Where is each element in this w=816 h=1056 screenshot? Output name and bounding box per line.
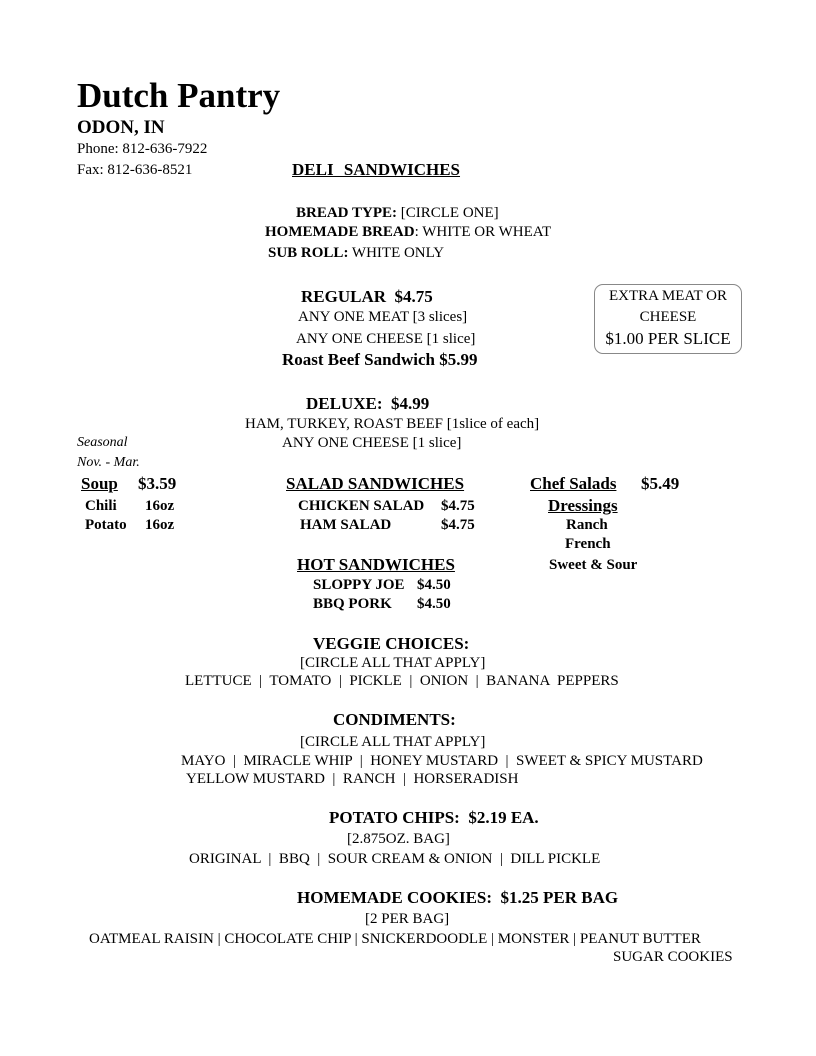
- deluxe-meats: HAM, TURKEY, ROAST BEEF [1slice of each]: [245, 416, 540, 432]
- soup-item-name: Chili: [85, 498, 117, 514]
- salad-item: [300, 517, 475, 534]
- regular-meat: ANY ONE MEAT [3 slices]: [298, 309, 468, 325]
- cookies-options-line1: OATMEAL RAISIN | CHOCOLATE CHIP | SNICKERDOODLE | MONSTER | PEANUT BUTTER: [89, 931, 701, 947]
- salad-sandwiches-heading: SALAD SANDWICHES: [286, 474, 465, 493]
- soup-item-size: 16oz: [145, 498, 175, 514]
- homemade-bread-value: : WHITE OR WHEAT: [414, 224, 552, 240]
- soup-item: [85, 517, 174, 534]
- homemade-bread-line: [265, 224, 551, 241]
- deluxe-cheese: ANY ONE CHEESE [1 slice]: [282, 435, 462, 451]
- restaurant-title: Dutch Pantry: [77, 76, 281, 115]
- dressing-item: French: [565, 536, 611, 552]
- cookies-note: [2 PER BAG]: [365, 911, 450, 927]
- bread-type-line: [296, 205, 499, 222]
- restaurant-location: ODON, IN: [77, 117, 165, 138]
- salad-item-price: $4.75: [441, 517, 475, 533]
- veggie-heading: VEGGIE CHOICES:: [313, 634, 470, 653]
- sub-roll-value: WHITE ONLY: [348, 245, 445, 261]
- condiments-note: [CIRCLE ALL THAT APPLY]: [300, 734, 486, 750]
- soup-heading: Soup: [81, 474, 118, 493]
- seasonal-label: Seasonal: [77, 435, 128, 450]
- dressing-item: Sweet & Sour: [549, 557, 638, 573]
- regular-cheese: ANY ONE CHEESE [1 slice]: [296, 331, 476, 347]
- hot-item-name: SLOPPY JOE: [313, 577, 405, 593]
- regular-heading: REGULAR $4.75: [301, 287, 433, 306]
- extra-box-price: $1.00 PER SLICE: [605, 329, 731, 348]
- chips-note: [2.875OZ. BAG]: [347, 831, 450, 847]
- sub-roll-line: [268, 245, 444, 262]
- dressings-heading: Dressings: [548, 496, 618, 515]
- condiments-options-line2: YELLOW MUSTARD | RANCH | HORSERADISH: [186, 771, 519, 787]
- chef-salads-price: $5.49: [641, 474, 680, 493]
- salad-item: [298, 498, 475, 515]
- soup-item: [85, 498, 174, 515]
- dressing-item: Ranch: [566, 517, 608, 533]
- deli-sandwiches-heading: DELI SANDWICHES: [292, 160, 461, 179]
- salad-item-price: $4.75: [441, 498, 475, 514]
- fax-number: Fax: 812-636-8521: [77, 162, 193, 178]
- extra-box-line1: EXTRA MEAT OR: [608, 288, 728, 304]
- salad-item-name: HAM SALAD: [300, 517, 392, 533]
- condiments-options-line1: MAYO | MIRACLE WHIP | HONEY MUSTARD | SWEET & SPICY MUSTARD: [181, 753, 703, 769]
- soup-price: $3.59: [138, 474, 177, 493]
- hot-item: [313, 596, 451, 613]
- cookies-options-line2: SUGAR COOKIES: [613, 949, 733, 965]
- veggie-options: LETTUCE | TOMATO | PICKLE | ONION | BANANA PEPPERS: [185, 673, 619, 689]
- chef-salads-heading: Chef Salads: [530, 474, 617, 493]
- soup-item-size: 16oz: [145, 517, 175, 533]
- seasonal-months: Nov. - Mar.: [77, 455, 140, 470]
- hot-item: [313, 577, 451, 594]
- hot-item-price: $4.50: [417, 596, 451, 612]
- deluxe-heading: DELUXE: $4.99: [306, 394, 430, 413]
- condiments-heading: CONDIMENTS:: [333, 710, 456, 729]
- veggie-note: [CIRCLE ALL THAT APPLY]: [300, 655, 486, 671]
- extra-box-line2: CHEESE: [639, 309, 697, 325]
- cookies-heading: HOMEMADE COOKIES: $1.25 PER BAG: [297, 888, 619, 907]
- chips-heading: POTATO CHIPS: $2.19 EA.: [329, 808, 539, 827]
- bread-type-value: [CIRCLE ONE]: [400, 205, 499, 221]
- hot-item-name: BBQ PORK: [313, 596, 392, 612]
- salad-item-name: CHICKEN SALAD: [298, 498, 425, 514]
- bread-type-label: BREAD TYPE:: [296, 205, 397, 221]
- hot-item-price: $4.50: [417, 577, 451, 593]
- homemade-bread-label: HOMEMADE BREAD: [265, 224, 415, 240]
- chips-options: ORIGINAL | BBQ | SOUR CREAM & ONION | DILL PICKLE: [189, 851, 601, 867]
- phone-number: Phone: 812-636-7922: [77, 141, 208, 157]
- sub-roll-label: SUB ROLL:: [268, 245, 349, 261]
- hot-sandwiches-heading: HOT SANDWICHES: [297, 555, 455, 574]
- roast-beef-sandwich: Roast Beef Sandwich $5.99: [282, 350, 478, 369]
- soup-item-name: Potato: [85, 517, 127, 533]
